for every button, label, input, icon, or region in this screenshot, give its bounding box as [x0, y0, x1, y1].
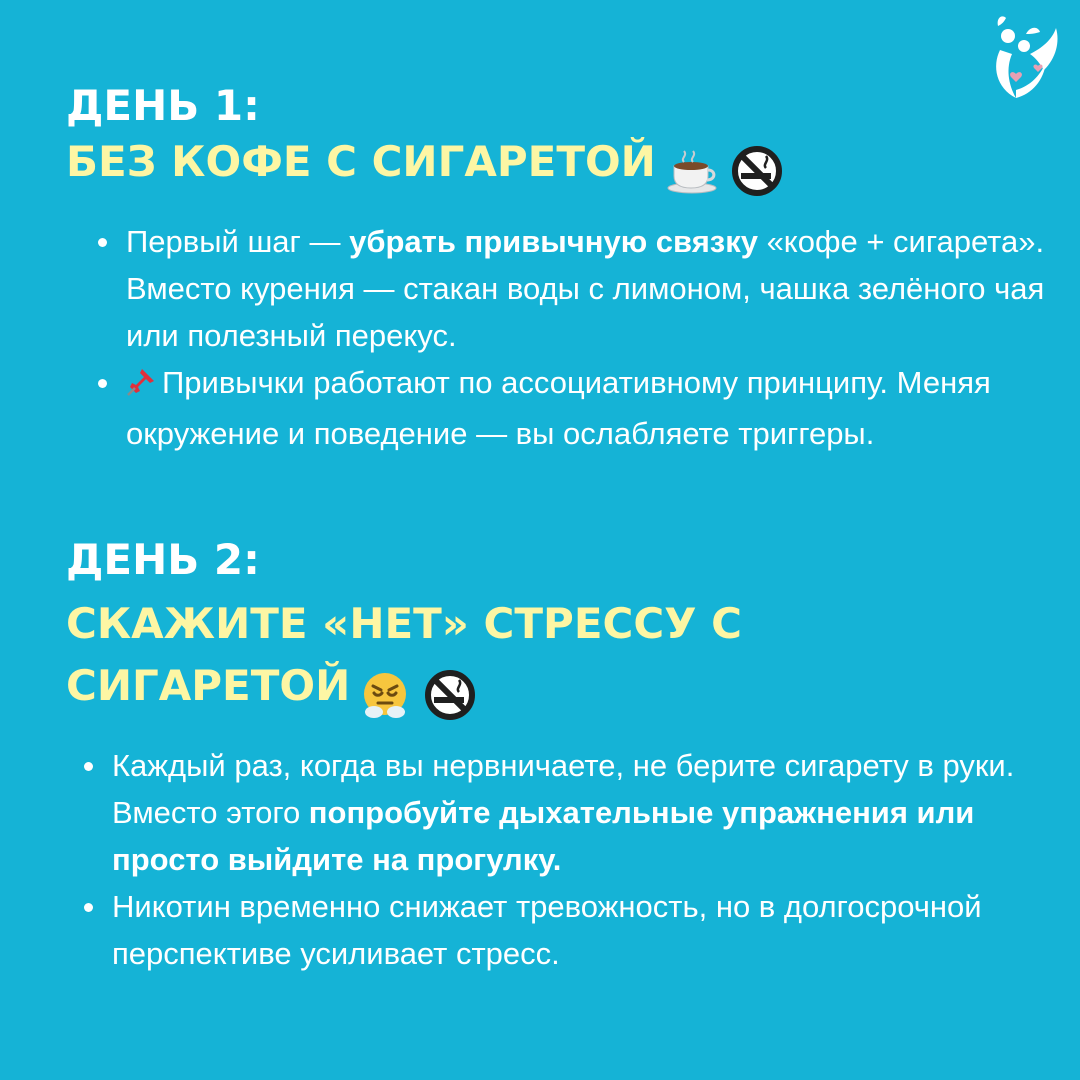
bullet-text: Привычки работают по ассоциативному принципу. Меняя окружение и поведение — вы ослабляете триггеры.	[126, 365, 991, 451]
day1-title-line	[66, 134, 782, 196]
day2-title-line2	[66, 658, 742, 720]
bullet-text: Первый шаг —	[126, 224, 350, 259]
bullet-dot	[84, 762, 93, 771]
bullet-text: Каждый раз, когда вы нервничаете, не берите сигарету в руки. Вместо этого	[112, 748, 1015, 830]
bullet-dot	[84, 903, 93, 912]
no-smoking-icon	[425, 670, 475, 720]
list-item	[84, 883, 1024, 977]
day2-label: ДЕНЬ 2:	[66, 535, 260, 584]
day1-heading	[66, 78, 782, 196]
leaf-people-logo-icon	[986, 14, 1066, 106]
day1-title: БЕЗ КОФЕ С СИГАРЕТОЙ	[66, 137, 656, 186]
list-item	[98, 359, 1058, 457]
bullet-text-bold: убрать привычную связку	[349, 224, 758, 259]
brand-logo	[986, 14, 1066, 106]
day2-heading	[66, 532, 742, 720]
bullet-text: «кофе + сигарета». Вместо курения — стакан воды с лимоном, чашка зелёного чая или полезный перекус.	[126, 224, 1045, 353]
pushpin-icon	[126, 363, 160, 410]
no-smoking-icon	[732, 146, 782, 196]
bullet-text-bold: попробуйте дыхательные упражнения или просто выйдите на прогулку.	[112, 795, 975, 877]
list-item	[84, 742, 1024, 883]
bullet-dot	[98, 379, 107, 388]
day2-title: СИГАРЕТОЙ	[66, 661, 351, 710]
bullet-text: Никотин временно снижает тревожность, но в долгосрочной перспективе усиливает стресс.	[112, 889, 982, 971]
day2-bullet-list	[84, 742, 1024, 977]
steam-from-nose-face-icon	[360, 670, 410, 720]
bullet-dot	[98, 238, 107, 247]
day2-title-line1: СКАЖИТЕ «НЕТ» СТРЕССУ С	[66, 599, 742, 648]
list-item	[98, 218, 1058, 359]
coffee-cup-icon	[666, 148, 718, 194]
day1-label: ДЕНЬ 1:	[66, 81, 260, 130]
day1-bullet-list	[98, 218, 1058, 457]
